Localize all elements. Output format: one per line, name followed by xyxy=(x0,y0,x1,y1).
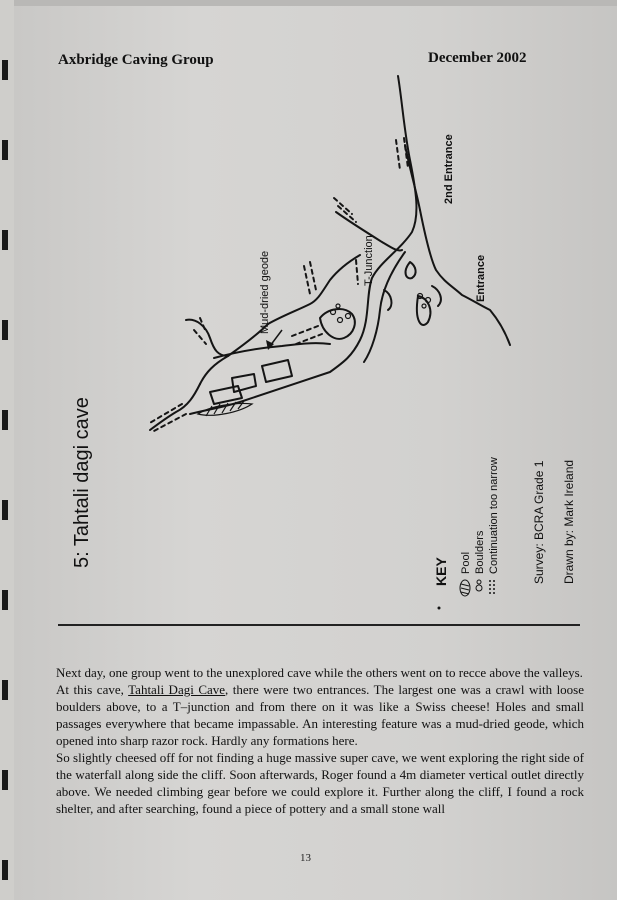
survey-title: 5: Tahtali dagi cave xyxy=(71,397,93,568)
passage-entrance-route xyxy=(420,210,510,345)
entrance-wall xyxy=(432,286,441,306)
pillar-2 xyxy=(262,360,292,382)
key-heading: KEY xyxy=(433,557,449,586)
key-dot xyxy=(438,607,441,610)
passage-west-end xyxy=(150,384,200,430)
paragraph-2 xyxy=(56,681,584,749)
drawn-by: Drawn by: Mark Ireland xyxy=(562,459,576,584)
label-entrance: Entrance xyxy=(475,254,487,302)
paragraph-3: So slightly cheesed off for not finding a huge massive super cave, we went exploring the right side of the waterfall along side the cliff. Soon afterwards, Roger found a 4m diameter vertical outlet directly above. We needed climbing gear before we could explore it. Further along the cliff, I found a rock shelter, and after searching, found a piece of pottery and a small stone wall xyxy=(56,750,584,816)
pillar-1 xyxy=(232,374,256,392)
key-continuation-symbol xyxy=(490,580,494,594)
p2-rest: , there were two entrances. The largest one was a crawl with loose boulders above, to a T–junction and from there on it was like a Swiss cheese! Holes and small passages everywhere that became impassable. An interesting feature was a mud-dried geode, which opened into sharp razor rock. Hardly any formations here. xyxy=(56,682,585,748)
article-text xyxy=(56,664,584,817)
passage-outer xyxy=(190,76,416,414)
key-boulders: Boulders xyxy=(474,530,486,574)
binding-ring xyxy=(2,770,8,790)
side-alcove xyxy=(384,290,391,310)
group-name: Axbridge Caving Group xyxy=(58,52,214,68)
issue-date: December 2002 xyxy=(428,50,527,66)
pillar-4 xyxy=(406,262,416,278)
cave-name-underlined: Tahtali Dagi Cave xyxy=(128,682,226,697)
binding-ring xyxy=(2,860,8,880)
pool-hatching xyxy=(198,401,252,416)
key-pool-symbol xyxy=(460,580,470,596)
passage-2nd-entrance xyxy=(405,145,420,210)
passage-north-loop xyxy=(186,320,228,356)
separator-rule xyxy=(58,624,580,626)
survey-grade: Survey: BCRA Grade 1 xyxy=(532,460,546,584)
p2-lead: At this cave, xyxy=(56,682,129,697)
label-t-junction: T-Junction xyxy=(363,235,375,286)
pillar-3 xyxy=(210,386,242,404)
label-2nd-entrance: 2nd Entrance xyxy=(443,134,455,204)
paragraph-1: Next day, one group went to the unexplored cave while the others went on to recce above the valleys. xyxy=(56,665,583,680)
page-number: 13 xyxy=(300,852,311,864)
cave-passages xyxy=(150,76,510,430)
binding-ring xyxy=(2,680,8,700)
key-continuation: Continuation too narrow xyxy=(488,457,500,574)
label-mud-dried-geode: Mud-dried geode xyxy=(259,250,271,334)
key-pool: Pool xyxy=(460,551,472,574)
entrance-pillar xyxy=(417,296,430,325)
key-boulders-symbol xyxy=(476,580,482,591)
